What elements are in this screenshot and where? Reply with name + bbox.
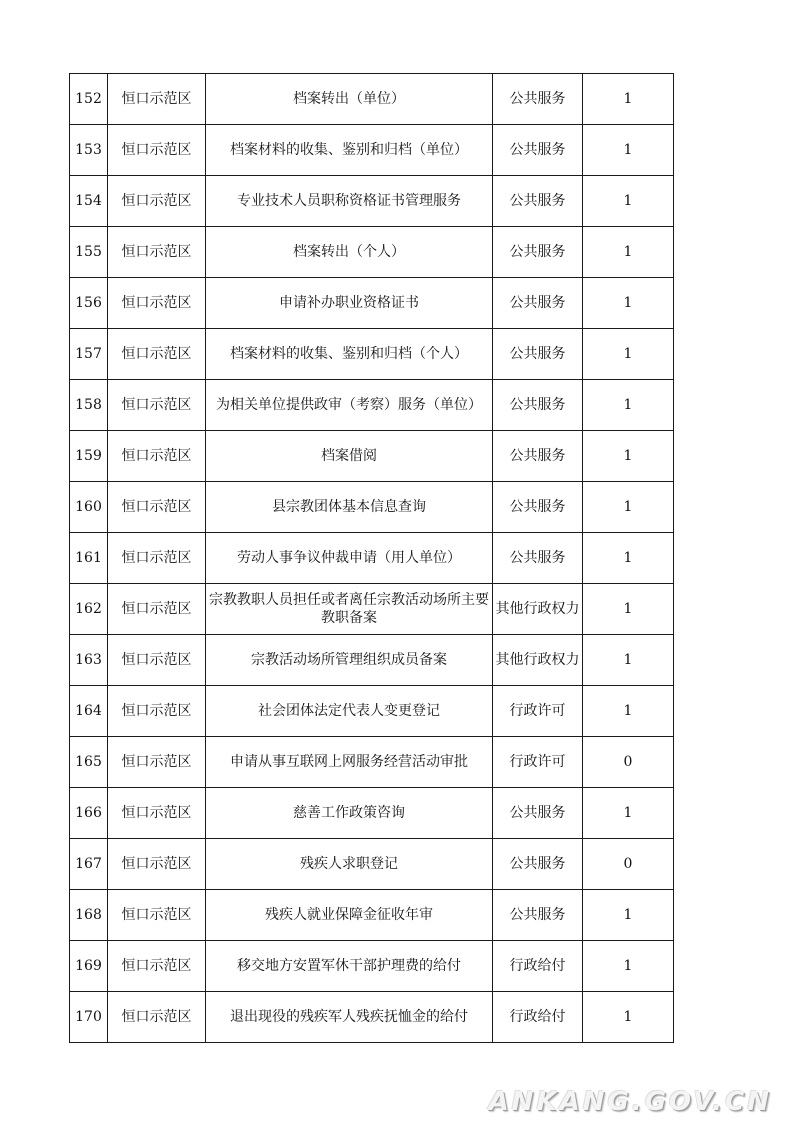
row-number: 152 xyxy=(70,74,108,125)
service-item: 退出现役的残疾军人残疾抚恤金的给付 xyxy=(206,992,493,1043)
area-name: 恒口示范区 xyxy=(108,176,206,227)
service-type: 公共服务 xyxy=(493,125,583,176)
service-type: 行政给付 xyxy=(493,941,583,992)
status-value: 1 xyxy=(583,584,674,635)
service-type: 公共服务 xyxy=(493,329,583,380)
service-type: 公共服务 xyxy=(493,278,583,329)
status-value: 1 xyxy=(583,890,674,941)
service-item: 残疾人求职登记 xyxy=(206,839,493,890)
area-name: 恒口示范区 xyxy=(108,125,206,176)
area-name: 恒口示范区 xyxy=(108,278,206,329)
status-value: 1 xyxy=(583,482,674,533)
status-value: 1 xyxy=(583,227,674,278)
service-type: 公共服务 xyxy=(493,227,583,278)
row-number: 163 xyxy=(70,635,108,686)
row-number: 154 xyxy=(70,176,108,227)
row-number: 156 xyxy=(70,278,108,329)
service-item: 社会团体法定代表人变更登记 xyxy=(206,686,493,737)
area-name: 恒口示范区 xyxy=(108,992,206,1043)
service-item: 劳动人事争议仲裁申请（用人单位） xyxy=(206,533,493,584)
area-name: 恒口示范区 xyxy=(108,635,206,686)
table-row xyxy=(70,941,674,992)
table-row xyxy=(70,482,674,533)
area-name: 恒口示范区 xyxy=(108,839,206,890)
row-number: 160 xyxy=(70,482,108,533)
service-table xyxy=(69,73,674,1043)
row-number: 155 xyxy=(70,227,108,278)
area-name: 恒口示范区 xyxy=(108,890,206,941)
status-value: 1 xyxy=(583,176,674,227)
status-value: 1 xyxy=(583,125,674,176)
table-row xyxy=(70,839,674,890)
row-number: 164 xyxy=(70,686,108,737)
service-item: 县宗教团体基本信息查询 xyxy=(206,482,493,533)
service-item: 申请从事互联网上网服务经营活动审批 xyxy=(206,737,493,788)
service-type: 公共服务 xyxy=(493,431,583,482)
service-item: 档案转出（个人） xyxy=(206,227,493,278)
table-row xyxy=(70,278,674,329)
row-number: 158 xyxy=(70,380,108,431)
service-type: 行政给付 xyxy=(493,992,583,1043)
status-value: 1 xyxy=(583,635,674,686)
area-name: 恒口示范区 xyxy=(108,227,206,278)
table-row xyxy=(70,584,674,635)
service-type: 行政许可 xyxy=(493,737,583,788)
table-body xyxy=(70,74,674,1043)
row-number: 153 xyxy=(70,125,108,176)
service-type: 公共服务 xyxy=(493,788,583,839)
area-name: 恒口示范区 xyxy=(108,737,206,788)
row-number: 165 xyxy=(70,737,108,788)
row-number: 169 xyxy=(70,941,108,992)
service-item: 档案材料的收集、鉴别和归档（个人） xyxy=(206,329,493,380)
service-item: 移交地方安置军休干部护理费的给付 xyxy=(206,941,493,992)
status-value: 1 xyxy=(583,380,674,431)
status-value: 1 xyxy=(583,431,674,482)
service-type: 行政许可 xyxy=(493,686,583,737)
service-item: 档案转出（单位） xyxy=(206,74,493,125)
row-number: 170 xyxy=(70,992,108,1043)
service-type: 公共服务 xyxy=(493,533,583,584)
area-name: 恒口示范区 xyxy=(108,380,206,431)
area-name: 恒口示范区 xyxy=(108,788,206,839)
table-row xyxy=(70,74,674,125)
status-value: 0 xyxy=(583,839,674,890)
service-type: 公共服务 xyxy=(493,890,583,941)
area-name: 恒口示范区 xyxy=(108,686,206,737)
area-name: 恒口示范区 xyxy=(108,533,206,584)
service-item: 申请补办职业资格证书 xyxy=(206,278,493,329)
row-number: 162 xyxy=(70,584,108,635)
service-type: 公共服务 xyxy=(493,176,583,227)
area-name: 恒口示范区 xyxy=(108,431,206,482)
status-value: 1 xyxy=(583,329,674,380)
area-name: 恒口示范区 xyxy=(108,941,206,992)
status-value: 1 xyxy=(583,992,674,1043)
status-value: 1 xyxy=(583,278,674,329)
table-row xyxy=(70,992,674,1043)
service-item: 专业技术人员职称资格证书管理服务 xyxy=(206,176,493,227)
row-number: 161 xyxy=(70,533,108,584)
status-value: 1 xyxy=(583,74,674,125)
service-item: 宗教活动场所管理组织成员备案 xyxy=(206,635,493,686)
row-number: 168 xyxy=(70,890,108,941)
status-value: 1 xyxy=(583,533,674,584)
table-row xyxy=(70,125,674,176)
service-item: 残疾人就业保障金征收年审 xyxy=(206,890,493,941)
area-name: 恒口示范区 xyxy=(108,482,206,533)
row-number: 167 xyxy=(70,839,108,890)
row-number: 157 xyxy=(70,329,108,380)
service-item: 档案借阅 xyxy=(206,431,493,482)
site-watermark: ANKANG.GOV.CN xyxy=(488,1087,772,1117)
table-row xyxy=(70,686,674,737)
table-row xyxy=(70,635,674,686)
area-name: 恒口示范区 xyxy=(108,584,206,635)
table-row xyxy=(70,329,674,380)
service-type: 公共服务 xyxy=(493,380,583,431)
status-value: 1 xyxy=(583,686,674,737)
table-row xyxy=(70,380,674,431)
service-item: 档案材料的收集、鉴别和归档（单位） xyxy=(206,125,493,176)
table-row xyxy=(70,227,674,278)
service-item: 宗教教职人员担任或者离任宗教活动场所主要教职备案 xyxy=(206,584,493,635)
status-value: 1 xyxy=(583,788,674,839)
table-row xyxy=(70,176,674,227)
service-type: 公共服务 xyxy=(493,482,583,533)
service-type: 其他行政权力 xyxy=(493,584,583,635)
status-value: 1 xyxy=(583,941,674,992)
area-name: 恒口示范区 xyxy=(108,74,206,125)
service-item: 慈善工作政策咨询 xyxy=(206,788,493,839)
table-row xyxy=(70,890,674,941)
service-type: 其他行政权力 xyxy=(493,635,583,686)
service-item: 为相关单位提供政审（考察）服务（单位） xyxy=(206,380,493,431)
row-number: 159 xyxy=(70,431,108,482)
service-type: 公共服务 xyxy=(493,839,583,890)
table-row xyxy=(70,533,674,584)
row-number: 166 xyxy=(70,788,108,839)
table-row xyxy=(70,431,674,482)
table-row xyxy=(70,737,674,788)
table-row xyxy=(70,788,674,839)
area-name: 恒口示范区 xyxy=(108,329,206,380)
service-type: 公共服务 xyxy=(493,74,583,125)
status-value: 0 xyxy=(583,737,674,788)
